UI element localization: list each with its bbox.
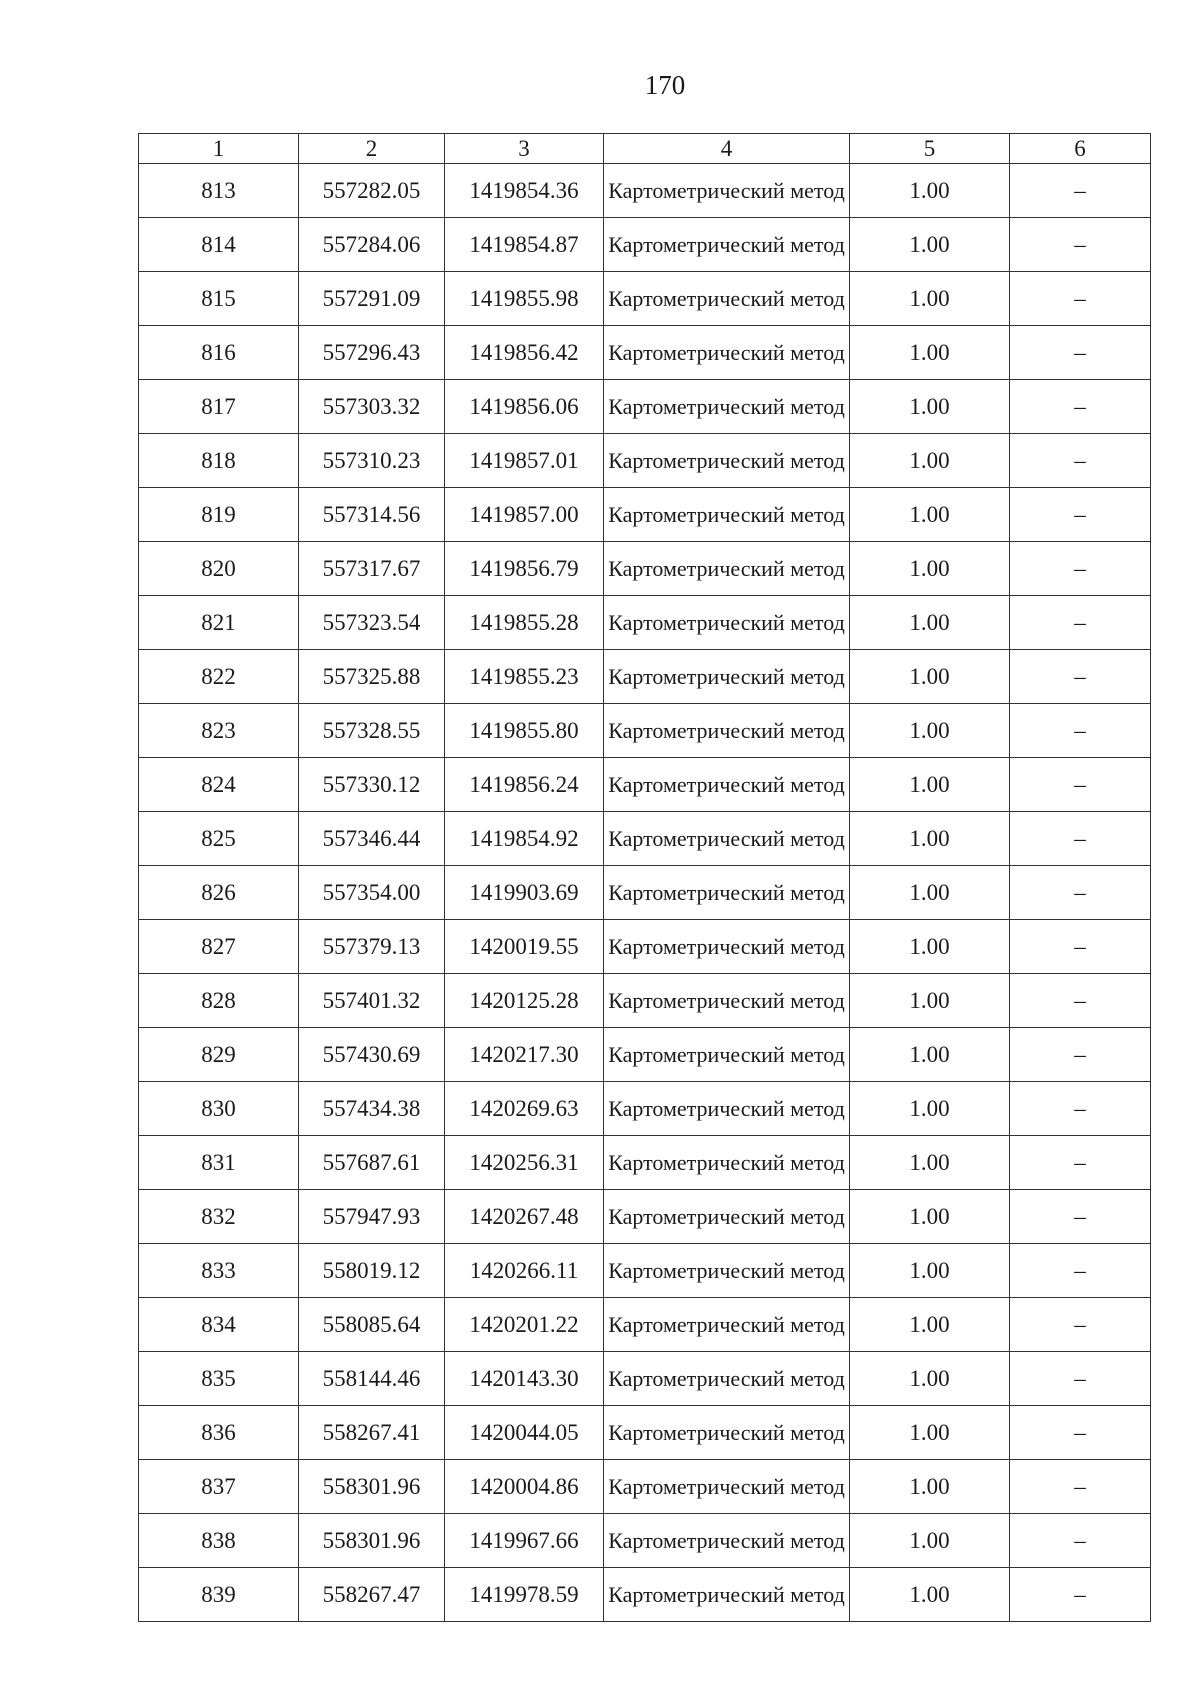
y-coordinate-cell: 1419856.42: [445, 326, 604, 380]
x-coordinate-cell: 558267.47: [299, 1568, 445, 1622]
table-row: [139, 380, 1151, 434]
x-coordinate-cell: 557291.09: [299, 272, 445, 326]
table-row: [139, 974, 1151, 1028]
accuracy-cell: 1.00: [850, 1460, 1010, 1514]
method-cell: Картометрический метод: [604, 866, 850, 920]
table-body: [139, 164, 1151, 1622]
note-cell: –: [1010, 1028, 1151, 1082]
table-row: [139, 1568, 1151, 1622]
point-number-cell: 817: [139, 380, 299, 434]
note-cell: –: [1010, 164, 1151, 218]
method-cell: Картометрический метод: [604, 542, 850, 596]
point-number-cell: 824: [139, 758, 299, 812]
point-number-cell: 831: [139, 1136, 299, 1190]
point-number-cell: 822: [139, 650, 299, 704]
note-cell: –: [1010, 596, 1151, 650]
y-coordinate-cell: 1420044.05: [445, 1406, 604, 1460]
x-coordinate-cell: 557296.43: [299, 326, 445, 380]
table-row: [139, 272, 1151, 326]
point-number-cell: 830: [139, 1082, 299, 1136]
x-coordinate-cell: 557282.05: [299, 164, 445, 218]
accuracy-cell: 1.00: [850, 1298, 1010, 1352]
x-coordinate-cell: 557314.56: [299, 488, 445, 542]
y-coordinate-cell: 1419857.00: [445, 488, 604, 542]
x-coordinate-cell: 558085.64: [299, 1298, 445, 1352]
accuracy-cell: 1.00: [850, 164, 1010, 218]
y-coordinate-cell: 1419854.36: [445, 164, 604, 218]
method-cell: Картометрический метод: [604, 1460, 850, 1514]
table-row: [139, 704, 1151, 758]
method-cell: Картометрический метод: [604, 1028, 850, 1082]
y-coordinate-cell: 1419978.59: [445, 1568, 604, 1622]
method-cell: Картометрический метод: [604, 164, 850, 218]
point-number-cell: 829: [139, 1028, 299, 1082]
x-coordinate-cell: 557687.61: [299, 1136, 445, 1190]
x-coordinate-cell: 557303.32: [299, 380, 445, 434]
method-cell: Картометрический метод: [604, 488, 850, 542]
note-cell: –: [1010, 1568, 1151, 1622]
y-coordinate-cell: 1419855.28: [445, 596, 604, 650]
point-number-cell: 818: [139, 434, 299, 488]
method-cell: Картометрический метод: [604, 1352, 850, 1406]
method-cell: Картометрический метод: [604, 272, 850, 326]
note-cell: –: [1010, 218, 1151, 272]
column-header: 5: [850, 134, 1010, 164]
x-coordinate-cell: 557330.12: [299, 758, 445, 812]
accuracy-cell: 1.00: [850, 650, 1010, 704]
y-coordinate-cell: 1420143.30: [445, 1352, 604, 1406]
note-cell: –: [1010, 380, 1151, 434]
note-cell: –: [1010, 1514, 1151, 1568]
point-number-cell: 815: [139, 272, 299, 326]
x-coordinate-cell: 557323.54: [299, 596, 445, 650]
x-coordinate-cell: 557317.67: [299, 542, 445, 596]
table-row: [139, 758, 1151, 812]
x-coordinate-cell: 557310.23: [299, 434, 445, 488]
accuracy-cell: 1.00: [850, 1406, 1010, 1460]
point-number-cell: 813: [139, 164, 299, 218]
accuracy-cell: 1.00: [850, 1244, 1010, 1298]
y-coordinate-cell: 1420004.86: [445, 1460, 604, 1514]
x-coordinate-cell: 557379.13: [299, 920, 445, 974]
note-cell: –: [1010, 434, 1151, 488]
point-number-cell: 820: [139, 542, 299, 596]
point-number-cell: 836: [139, 1406, 299, 1460]
method-cell: Картометрический метод: [604, 650, 850, 704]
y-coordinate-cell: 1419903.69: [445, 866, 604, 920]
table-row: [139, 1082, 1151, 1136]
accuracy-cell: 1.00: [850, 974, 1010, 1028]
method-cell: Картометрический метод: [604, 1136, 850, 1190]
method-cell: Картометрический метод: [604, 326, 850, 380]
table-row: [139, 434, 1151, 488]
table-row: [139, 866, 1151, 920]
method-cell: Картометрический метод: [604, 218, 850, 272]
note-cell: –: [1010, 326, 1151, 380]
point-number-cell: 821: [139, 596, 299, 650]
note-cell: –: [1010, 488, 1151, 542]
table-row: [139, 488, 1151, 542]
accuracy-cell: 1.00: [850, 704, 1010, 758]
note-cell: –: [1010, 650, 1151, 704]
x-coordinate-cell: 558019.12: [299, 1244, 445, 1298]
table-row: [139, 1136, 1151, 1190]
column-header: 1: [139, 134, 299, 164]
column-header: 3: [445, 134, 604, 164]
accuracy-cell: 1.00: [850, 1082, 1010, 1136]
accuracy-cell: 1.00: [850, 758, 1010, 812]
note-cell: –: [1010, 812, 1151, 866]
y-coordinate-cell: 1419855.23: [445, 650, 604, 704]
table-row: [139, 164, 1151, 218]
accuracy-cell: 1.00: [850, 1568, 1010, 1622]
note-cell: –: [1010, 866, 1151, 920]
accuracy-cell: 1.00: [850, 1514, 1010, 1568]
method-cell: Картометрический метод: [604, 812, 850, 866]
point-number-cell: 832: [139, 1190, 299, 1244]
point-number-cell: 838: [139, 1514, 299, 1568]
method-cell: Картометрический метод: [604, 1244, 850, 1298]
y-coordinate-cell: 1419855.80: [445, 704, 604, 758]
method-cell: Картометрический метод: [604, 1082, 850, 1136]
method-cell: Картометрический метод: [604, 1514, 850, 1568]
note-cell: –: [1010, 1406, 1151, 1460]
point-number-cell: 839: [139, 1568, 299, 1622]
table-row: [139, 218, 1151, 272]
method-cell: Картометрический метод: [604, 758, 850, 812]
x-coordinate-cell: 558301.96: [299, 1514, 445, 1568]
x-coordinate-cell: 558267.41: [299, 1406, 445, 1460]
point-number-cell: 835: [139, 1352, 299, 1406]
table-row: [139, 1244, 1151, 1298]
method-cell: Картометрический метод: [604, 974, 850, 1028]
y-coordinate-cell: 1419967.66: [445, 1514, 604, 1568]
y-coordinate-cell: 1419854.92: [445, 812, 604, 866]
method-cell: Картометрический метод: [604, 704, 850, 758]
x-coordinate-cell: 557328.55: [299, 704, 445, 758]
table-row: [139, 812, 1151, 866]
accuracy-cell: 1.00: [850, 542, 1010, 596]
point-number-cell: 827: [139, 920, 299, 974]
column-header: 2: [299, 134, 445, 164]
x-coordinate-cell: 557401.32: [299, 974, 445, 1028]
note-cell: –: [1010, 1352, 1151, 1406]
note-cell: –: [1010, 1298, 1151, 1352]
page-number: 170: [644, 70, 686, 100]
method-cell: Картометрический метод: [604, 380, 850, 434]
y-coordinate-cell: 1419856.06: [445, 380, 604, 434]
note-cell: –: [1010, 1136, 1151, 1190]
y-coordinate-cell: 1420267.48: [445, 1190, 604, 1244]
note-cell: –: [1010, 974, 1151, 1028]
accuracy-cell: 1.00: [850, 920, 1010, 974]
accuracy-cell: 1.00: [850, 596, 1010, 650]
table-row: [139, 596, 1151, 650]
table-row: [139, 1460, 1151, 1514]
accuracy-cell: 1.00: [850, 434, 1010, 488]
accuracy-cell: 1.00: [850, 326, 1010, 380]
point-number-cell: 819: [139, 488, 299, 542]
column-header: 4: [604, 134, 850, 164]
point-number-cell: 814: [139, 218, 299, 272]
accuracy-cell: 1.00: [850, 866, 1010, 920]
note-cell: –: [1010, 758, 1151, 812]
x-coordinate-cell: 557284.06: [299, 218, 445, 272]
x-coordinate-cell: 557430.69: [299, 1028, 445, 1082]
table-row: [139, 1514, 1151, 1568]
point-number-cell: 826: [139, 866, 299, 920]
note-cell: –: [1010, 1244, 1151, 1298]
point-number-cell: 823: [139, 704, 299, 758]
accuracy-cell: 1.00: [850, 1190, 1010, 1244]
y-coordinate-cell: 1420217.30: [445, 1028, 604, 1082]
table-row: [139, 1028, 1151, 1082]
table-row: [139, 1352, 1151, 1406]
point-number-cell: 816: [139, 326, 299, 380]
note-cell: –: [1010, 1460, 1151, 1514]
point-number-cell: 828: [139, 974, 299, 1028]
accuracy-cell: 1.00: [850, 1136, 1010, 1190]
note-cell: –: [1010, 920, 1151, 974]
y-coordinate-cell: 1420019.55: [445, 920, 604, 974]
note-cell: –: [1010, 542, 1151, 596]
method-cell: Картометрический метод: [604, 1406, 850, 1460]
point-number-cell: 837: [139, 1460, 299, 1514]
y-coordinate-cell: 1419856.24: [445, 758, 604, 812]
y-coordinate-cell: 1420266.11: [445, 1244, 604, 1298]
method-cell: Картометрический метод: [604, 1298, 850, 1352]
x-coordinate-cell: 557325.88: [299, 650, 445, 704]
y-coordinate-cell: 1420201.22: [445, 1298, 604, 1352]
y-coordinate-cell: 1419856.79: [445, 542, 604, 596]
y-coordinate-cell: 1420125.28: [445, 974, 604, 1028]
x-coordinate-cell: 558301.96: [299, 1460, 445, 1514]
method-cell: Картометрический метод: [604, 920, 850, 974]
note-cell: –: [1010, 1190, 1151, 1244]
accuracy-cell: 1.00: [850, 488, 1010, 542]
x-coordinate-cell: 557346.44: [299, 812, 445, 866]
table-row: [139, 920, 1151, 974]
point-number-cell: 825: [139, 812, 299, 866]
coordinates-table: [138, 133, 1151, 1622]
accuracy-cell: 1.00: [850, 218, 1010, 272]
point-number-cell: 833: [139, 1244, 299, 1298]
method-cell: Картометрический метод: [604, 434, 850, 488]
accuracy-cell: 1.00: [850, 380, 1010, 434]
accuracy-cell: 1.00: [850, 1028, 1010, 1082]
note-cell: –: [1010, 704, 1151, 758]
accuracy-cell: 1.00: [850, 812, 1010, 866]
table-row: [139, 542, 1151, 596]
y-coordinate-cell: 1420269.63: [445, 1082, 604, 1136]
method-cell: Картометрический метод: [604, 1190, 850, 1244]
table-header-row: [139, 134, 1151, 164]
table-row: [139, 1406, 1151, 1460]
y-coordinate-cell: 1420256.31: [445, 1136, 604, 1190]
accuracy-cell: 1.00: [850, 272, 1010, 326]
note-cell: –: [1010, 1082, 1151, 1136]
y-coordinate-cell: 1419854.87: [445, 218, 604, 272]
y-coordinate-cell: 1419855.98: [445, 272, 604, 326]
x-coordinate-cell: 557434.38: [299, 1082, 445, 1136]
accuracy-cell: 1.00: [850, 1352, 1010, 1406]
note-cell: –: [1010, 272, 1151, 326]
y-coordinate-cell: 1419857.01: [445, 434, 604, 488]
column-header: 6: [1010, 134, 1151, 164]
x-coordinate-cell: 557947.93: [299, 1190, 445, 1244]
table-row: [139, 326, 1151, 380]
point-number-cell: 834: [139, 1298, 299, 1352]
table-row: [139, 650, 1151, 704]
table-row: [139, 1190, 1151, 1244]
method-cell: Картометрический метод: [604, 1568, 850, 1622]
x-coordinate-cell: 558144.46: [299, 1352, 445, 1406]
x-coordinate-cell: 557354.00: [299, 866, 445, 920]
table-row: [139, 1298, 1151, 1352]
method-cell: Картометрический метод: [604, 596, 850, 650]
